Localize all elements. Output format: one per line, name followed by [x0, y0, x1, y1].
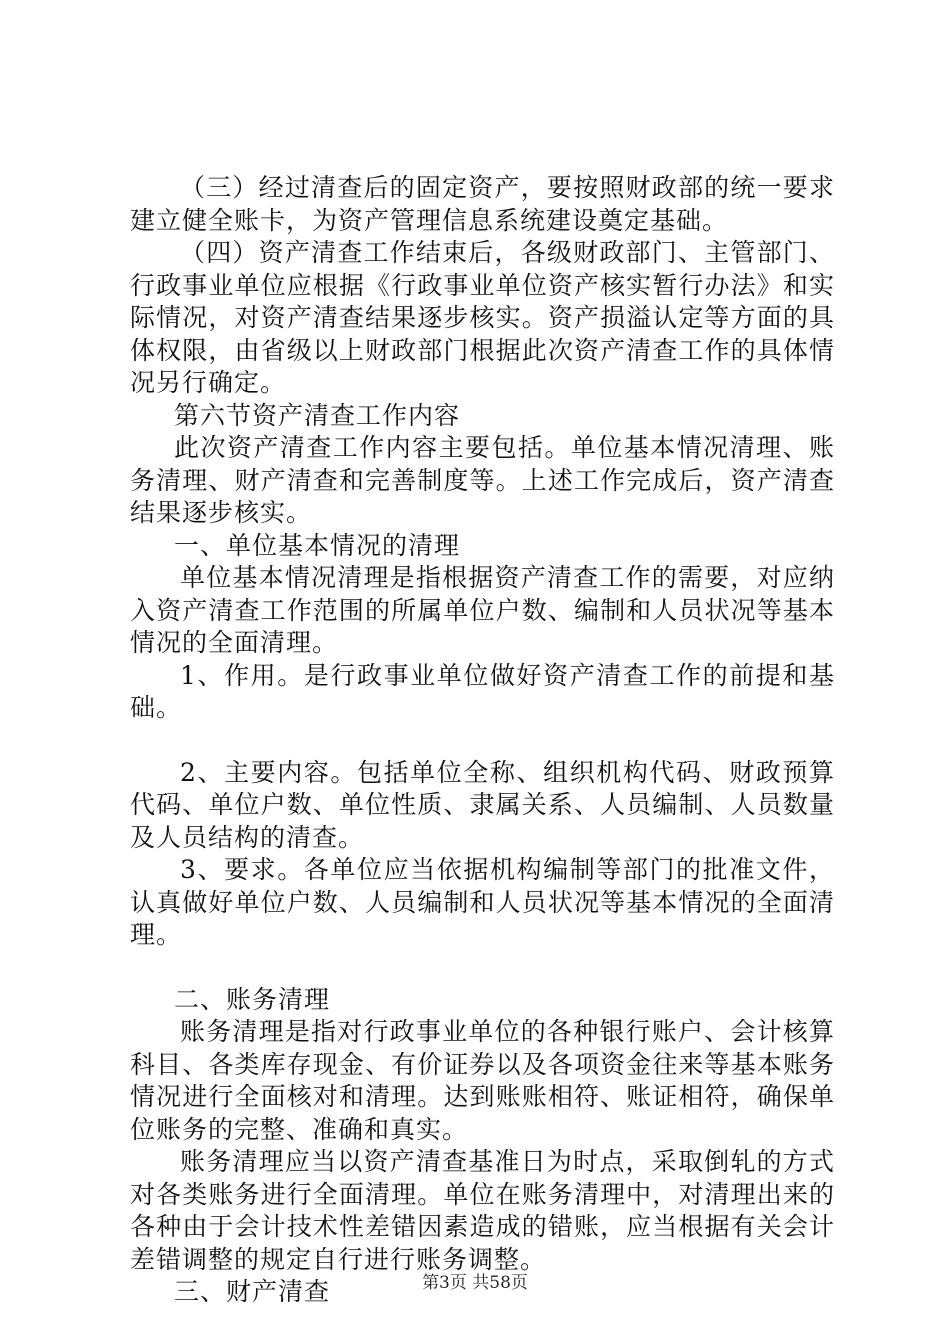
list-item-requirements: 3、要求。各单位应当依据机构编制等部门的批准文件，认真做好单位户数、人员编制和人员状况等基本情况的全面清理。 — [130, 855, 835, 949]
list-item-purpose: 1、作用。是行政事业单位做好资产清查工作的前提和基础。 — [130, 660, 835, 722]
list-item-main-content: 2、主要内容。包括单位全称、组织机构代码、财政预算代码、单位户数、单位性质、隶属关系、人员编制、人员数量及人员结构的清查。 — [130, 757, 835, 852]
document-body — [130, 172, 835, 1309]
subsection-heading-accounts: 二、账务清理 — [174, 984, 331, 1014]
paragraph-accounts-method: 账务清理应当以资产清查基准日为时点，采取倒轧的方式对各类账务进行全面清理。单位在账务清理中，对清理出来的各种由于会计技术性差错因素造成的错账，应当根据有关会计差错调整的规定自行进行账务调整。 — [130, 1147, 835, 1274]
subsection-heading-unit-info: 一、单位基本情况的清理 — [174, 530, 461, 560]
paragraph-fixed-assets: （三）经过清查后的固定资产，要按照财政部的统一要求建立健全账卡，为资产管理信息系统建设奠定基础。 — [130, 173, 835, 235]
section-heading: 第六节资产清查工作内容 — [174, 400, 461, 430]
page-number-footer: 第3页 共58页 — [422, 1273, 528, 1293]
paragraph-work-content: 此次资产清查工作内容主要包括。单位基本情况清理、账务清理、财产清查和完善制度等。上述工作完成后，资产清查结果逐步核实。 — [130, 433, 835, 527]
paragraph-accounts-definition: 账务清理是指对行政事业单位的各种银行账户、会计核算科目、各类库存现金、有价证券以及各项资金往来等基本账务情况进行全面核对和清理。达到账账相符、账证相符，确保单位账务的完整、准确和真实。 — [130, 1017, 835, 1144]
paragraph-asset-verification: （四）资产清查工作结束后，各级财政部门、主管部门、行政事业单位应根据《行政事业单位资产核实暂行办法》和实际情况，对资产清查结果逐步核实。资产损溢认定等方面的具体权限，由省级以上财政部门根据此次资产清查工作的具体情况另行确定。 — [130, 238, 835, 397]
paragraph-unit-info: 单位基本情况清理是指根据资产清查工作的需要，对应纳入资产清查工作范围的所属单位户数、编制和人员状况等基本情况的全面清理。 — [130, 563, 835, 657]
subsection-heading-property: 三、财产清查 — [174, 1277, 331, 1306]
